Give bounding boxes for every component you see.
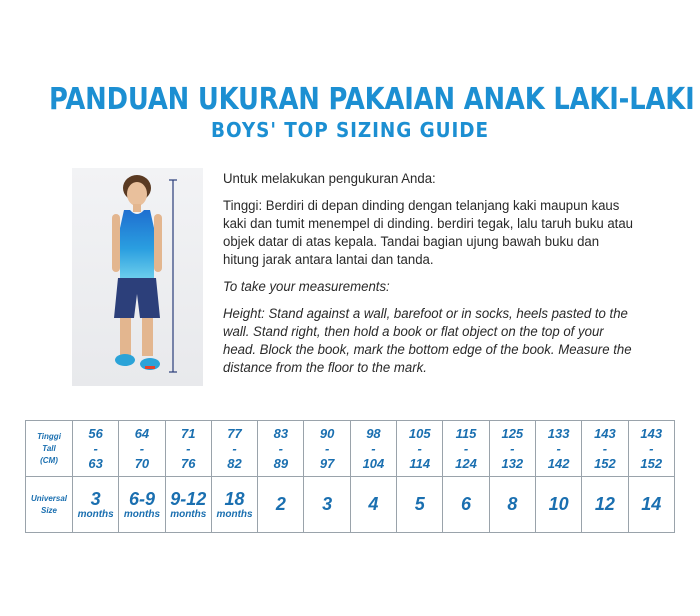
size-cell: 8: [489, 477, 535, 533]
size-cell: 14: [628, 477, 674, 533]
size-label-cell: Universal Size: [26, 477, 73, 533]
height-cell: 64 - 70: [119, 421, 165, 477]
height-cell: 143 - 152: [628, 421, 674, 477]
height-row: [26, 421, 675, 477]
height-instructions-en: Height: Stand against a wall, barefoot or in socks, heels pasted to the wall. Stand right, then hold a book or flat object on the top of your head. Block the book, mark the bottom edge of the book. Measure the distance from the floor to the mark.: [223, 306, 632, 376]
height-cell: 115 - 124: [443, 421, 489, 477]
size-cell: 6-9 months: [119, 477, 165, 533]
height-cell: 133 - 142: [535, 421, 581, 477]
size-row: [26, 477, 675, 533]
size-cell: 6: [443, 477, 489, 533]
size-cell: 10: [535, 477, 581, 533]
size-cell: 5: [397, 477, 443, 533]
height-cell: 143 - 152: [582, 421, 628, 477]
height-cell: 56 - 63: [73, 421, 119, 477]
model-photo: [72, 168, 203, 386]
size-cell: 9-12 months: [165, 477, 211, 533]
size-table: [25, 420, 675, 533]
height-cell: 71 - 76: [165, 421, 211, 477]
height-cell: 105 - 114: [397, 421, 443, 477]
intro-id: Untuk melakukan pengukuran Anda:: [223, 171, 436, 187]
height-cell: 77 - 82: [211, 421, 257, 477]
height-cell: 125 - 132: [489, 421, 535, 477]
size-cell: 3: [304, 477, 350, 533]
height-cell: 83 - 89: [258, 421, 304, 477]
size-cell: 18 months: [211, 477, 257, 533]
boy-illustration: [72, 168, 203, 386]
height-cell: 98 - 104: [350, 421, 396, 477]
height-label-cell: Tinggi Tall (CM): [26, 421, 73, 477]
size-cell: 2: [258, 477, 304, 533]
page-subtitle: BOYS' TOP SIZING GUIDE: [211, 118, 489, 142]
size-cell: 3 months: [73, 477, 119, 533]
height-instructions-id: Tinggi: Berdiri di depan dinding dengan telanjang kaki maupun kaus kaki dan tumit menempel di dinding. berdiri tegak, lalu taruh buku atau objek datar di atas kepala. Tandai bagian ujung bawah buku dan hitung jarak antara lantai dan tanda.: [223, 198, 633, 268]
size-cell: 12: [582, 477, 628, 533]
intro-en: To take your measurements:: [223, 279, 390, 295]
page-title: PANDUAN UKURAN PAKAIAN ANAK LAKI-LAKI: [49, 82, 695, 117]
instructions: [223, 170, 633, 386]
size-cell: 4: [350, 477, 396, 533]
height-cell: 90 - 97: [304, 421, 350, 477]
